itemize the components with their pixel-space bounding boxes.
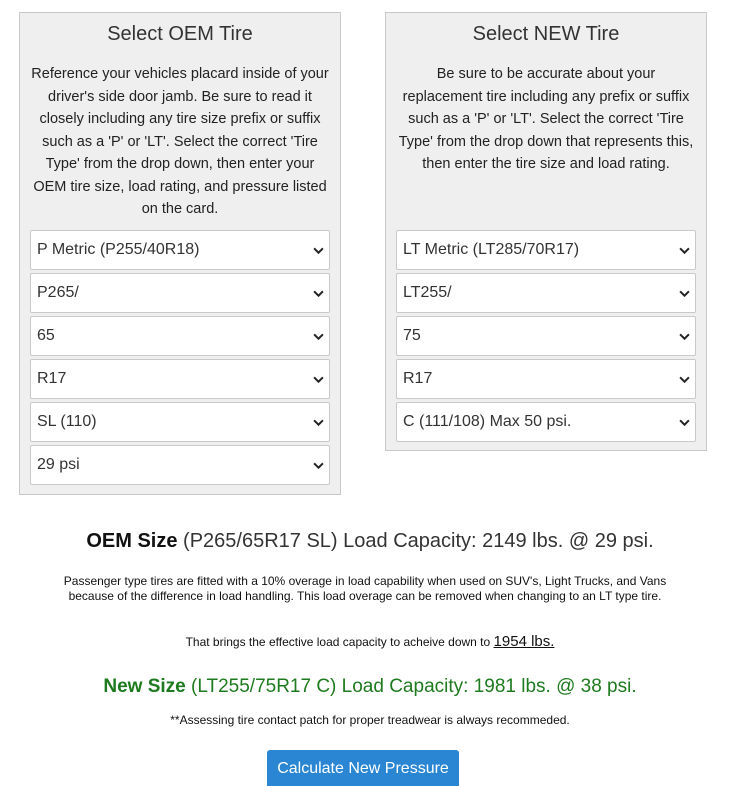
new-panel-title: Select NEW Tire (472, 23, 620, 45)
oem-width-value: P265/ (37, 284, 79, 301)
chevron-down-icon (307, 403, 329, 441)
new-aspect-value: 75 (403, 327, 421, 344)
oem-pressure-select[interactable] (30, 445, 330, 485)
oem-panel-description: Reference your vehicles placard inside of your driver's side door jamb. Be sure to read it closely including any tire size prefix or suffix such as a 'P' or 'LT'. Select the correct 'Tire Type' from the drop down, then enter your OEM tire size, load rating, and pressure listed on the card. (31, 66, 329, 217)
chevron-down-icon (673, 360, 695, 398)
calculate-new-pressure-button[interactable]: Calculate New Pressure (267, 750, 459, 786)
chevron-down-icon (673, 403, 695, 441)
effective-load-line (0, 633, 740, 650)
oem-width-select[interactable] (30, 273, 330, 313)
new-load-value: C (111/108) Max 50 psi. (403, 413, 572, 430)
oem-aspect-select[interactable] (30, 316, 330, 356)
effective-load-value: 1954 lbs. (493, 633, 555, 650)
oem-load-value: SL (110) (37, 413, 97, 430)
new-load-select[interactable] (396, 402, 696, 442)
chevron-down-icon (673, 317, 695, 355)
effective-load-text: That brings the effective load capacity to acheive down to (185, 635, 491, 649)
chevron-down-icon (307, 317, 329, 355)
chevron-down-icon (307, 231, 329, 269)
new-tire-type-value: LT Metric (LT285/70R17) (403, 241, 580, 258)
oem-size-detail: (P265/65R17 SL) Load Capacity: 2149 lbs. @ 29 psi. (183, 530, 654, 552)
oem-tire-panel (19, 12, 341, 495)
oem-aspect-value: 65 (37, 327, 55, 344)
new-aspect-select[interactable] (396, 316, 696, 356)
chevron-down-icon (307, 274, 329, 312)
chevron-down-icon (307, 446, 329, 484)
oem-tire-type-value: P Metric (P255/40R18) (37, 241, 200, 258)
new-rim-value: R17 (403, 370, 433, 387)
new-rim-select[interactable] (396, 359, 696, 399)
new-size-result (0, 676, 740, 698)
oem-panel-title: Select OEM Tire (107, 23, 253, 45)
assessment-note: **Assessing tire contact patch for proper treadwear is always recommeded. (170, 713, 570, 727)
oem-size-result (0, 530, 740, 553)
new-width-value: LT255/ (403, 284, 452, 301)
oem-load-select[interactable] (30, 402, 330, 442)
new-panel-description: Be sure to be accurate about your replacement tire including any prefix or suffix such as a 'P' or 'LT'. Select the correct 'Tire Type' from the drop down that represents this, then enter the tire size and load rating. (398, 66, 694, 172)
new-tire-type-select[interactable] (396, 230, 696, 270)
new-size-label: New Size (103, 676, 186, 697)
oem-size-label: OEM Size (86, 530, 178, 552)
passenger-tire-note: Passenger type tires are fitted with a 10% overage in load capability when used on SUV's, Light Trucks, and Vans because of the difference in load handling. This load overage can be removed when changing to an LT type tire. (63, 574, 667, 603)
chevron-down-icon (673, 231, 695, 269)
oem-pressure-value: 29 psi (37, 456, 80, 473)
oem-rim-value: R17 (37, 370, 67, 387)
oem-tire-type-select[interactable] (30, 230, 330, 270)
oem-rim-select[interactable] (30, 359, 330, 399)
chevron-down-icon (307, 360, 329, 398)
new-size-detail: (LT255/75R17 C) Load Capacity: 1981 lbs. @ 38 psi. (191, 676, 637, 697)
new-tire-panel (385, 12, 707, 451)
chevron-down-icon (673, 274, 695, 312)
new-width-select[interactable] (396, 273, 696, 313)
